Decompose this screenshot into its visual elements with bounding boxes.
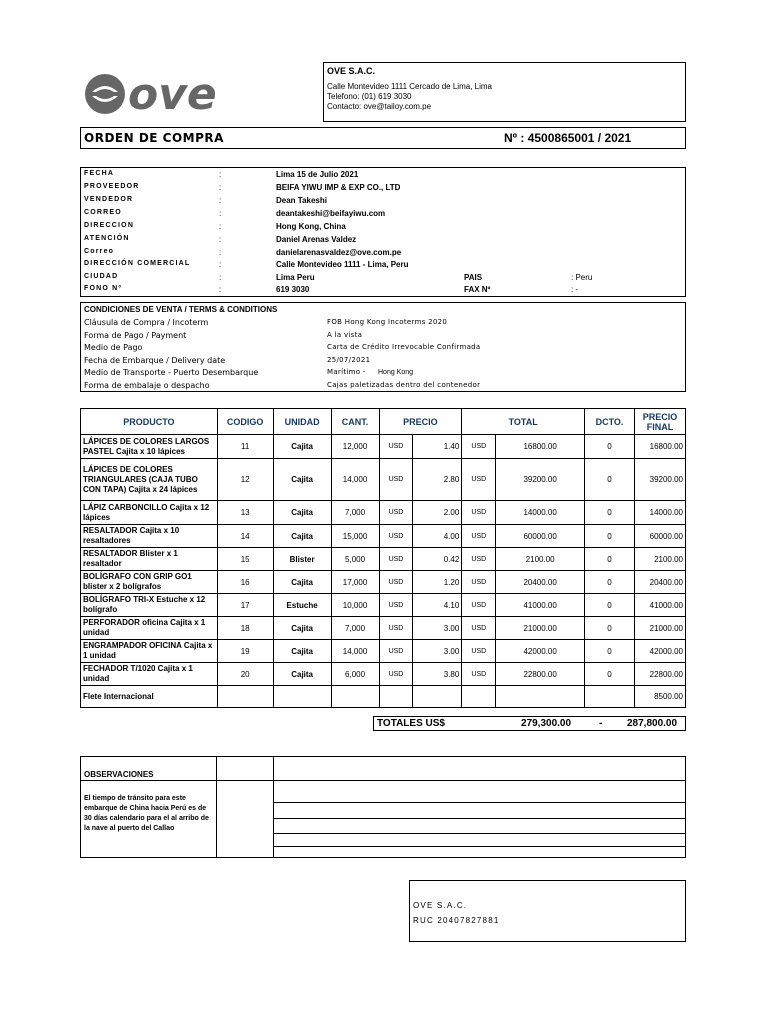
cell-cant: 17,000 (331, 571, 379, 594)
info-sep: : (219, 183, 222, 192)
info-sep: : (219, 209, 222, 218)
empty-cell (413, 686, 462, 708)
cell-producto: BOLÍGRAFO CON GRIP GO1 blister x 2 bolígrafos (81, 571, 218, 594)
cell-cant: 14,000 (331, 640, 379, 663)
info-label: DIRECCIÓN COMERCIAL (84, 260, 191, 267)
empty-cell (379, 686, 413, 708)
table-row (81, 501, 686, 525)
cell-currency: USD (379, 640, 413, 663)
info-sep: : (219, 222, 222, 231)
cell-unidad: Cajita (273, 663, 331, 686)
cell-producto: ENGRAMPADOR OFICINA Cajita x 1 unidad (81, 640, 218, 663)
cell-final: 39200.00 (634, 459, 685, 501)
cell-currency: USD (462, 663, 496, 686)
table-row (81, 435, 686, 459)
cell-cant: 5,000 (331, 548, 379, 571)
cell-dcto: 0 (585, 640, 635, 663)
info-label: FONO Nº (84, 285, 123, 292)
cell-producto: BOLÍGRAFO TRI-X Estuche x 12 bolígrafo (81, 594, 218, 617)
cell-codigo: 11 (217, 435, 273, 459)
condition-label: Cláusula de Compra / Incoterm (84, 318, 209, 327)
cell-total: 20400.00 (496, 571, 585, 594)
cell-currency: USD (462, 459, 496, 501)
cell-dcto: 0 (585, 663, 635, 686)
cell-dcto: 0 (585, 594, 635, 617)
header-cant: CANT. (331, 409, 379, 435)
cell-unidad: Cajita (273, 571, 331, 594)
cell-total: 60000.00 (496, 525, 585, 548)
cell-cant: 7,000 (331, 617, 379, 640)
condition-value: Carta de Crédito Irrevocable Confirmada (327, 343, 481, 351)
company-contact: Contacto: ove@tailoy.com.pe (327, 102, 432, 111)
info-sep: : (219, 248, 222, 257)
cell-cant: 10,000 (331, 594, 379, 617)
cell-codigo: 18 (217, 617, 273, 640)
company-phone: Telefono: (01) 619 3030 (327, 92, 412, 101)
conditions-port: Hong Kong (378, 369, 414, 376)
table-row (81, 571, 686, 594)
cell-unidad: Cajita (273, 435, 331, 459)
freight-row (81, 686, 686, 708)
info-value: BEIFA YIWU IMP & EXP CO., LTD (276, 183, 401, 192)
cell-dcto: 0 (585, 435, 635, 459)
conditions-title: CONDICIONES DE VENTA / TERMS & CONDITIONS (84, 305, 278, 314)
condition-value: FOB Hong Kong Incoterms 2020 (327, 318, 448, 326)
cell-precio: 2.00 (413, 501, 462, 525)
totals-label: TOTALES US$ (377, 718, 445, 729)
cell-producto: RESALTADOR Blister x 1 resaltador (81, 548, 218, 571)
table-row (81, 459, 686, 501)
cell-total: 39200.00 (496, 459, 585, 501)
cell-precio: 0.42 (413, 548, 462, 571)
cell-currency: USD (462, 501, 496, 525)
empty-cell (462, 686, 496, 708)
cell-currency: USD (379, 663, 413, 686)
empty-cell (217, 686, 273, 708)
cell-unidad: Cajita (273, 640, 331, 663)
info-sep: : (219, 235, 222, 244)
info-label: ATENCIÓN (84, 235, 130, 242)
cell-total: 42000.00 (496, 640, 585, 663)
info-value: Calle Montevideo 1111 - Lima, Peru (276, 260, 409, 269)
cell-producto: LÁPIZ CARBONCILLO Cajita x 12 lápices (81, 501, 218, 525)
cell-final: 22800.00 (634, 663, 685, 686)
cell-final: 2100.00 (634, 548, 685, 571)
table-row (81, 640, 686, 663)
header-dcto: DCTO. (585, 409, 635, 435)
cell-final: 60000.00 (634, 525, 685, 548)
condition-label: Forma de Pago / Payment (84, 331, 187, 340)
condition-label: Medio de Pago (84, 343, 143, 352)
fax-label: FAX Nº (464, 285, 491, 294)
condition-value: A la vista (327, 331, 363, 339)
header-total: TOTAL (462, 409, 585, 435)
cell-cant: 15,000 (331, 525, 379, 548)
observations-title: OBSERVACIONES (84, 770, 154, 779)
cell-producto: LÁPICES DE COLORES LARGOS PASTEL Cajita x 10 lápices (81, 435, 218, 459)
conditions-section (80, 302, 686, 392)
cell-currency: USD (379, 525, 413, 548)
info-label: FECHA (84, 170, 115, 177)
info-value: Dean Takeshi (276, 196, 327, 205)
header-producto: PRODUCTO (81, 409, 218, 435)
info-label: DIRECCION (84, 222, 135, 229)
table-row (81, 525, 686, 548)
cell-total: 14000.00 (496, 501, 585, 525)
cell-codigo: 13 (217, 501, 273, 525)
cell-codigo: 19 (217, 640, 273, 663)
pais-value: : Peru (571, 273, 593, 282)
info-label: Correo (84, 248, 115, 255)
table-row (81, 617, 686, 640)
info-sep: : (219, 260, 222, 269)
cell-currency: USD (379, 594, 413, 617)
totals-bar (373, 716, 686, 731)
cell-cant: 6,000 (331, 663, 379, 686)
cell-precio: 1.40 (413, 435, 462, 459)
totals-dcto: - (599, 718, 603, 729)
info-sep: : (219, 196, 222, 205)
cell-final: 20400.00 (634, 571, 685, 594)
empty-cell (496, 686, 585, 708)
cell-total: 16800.00 (496, 435, 585, 459)
cell-currency: USD (462, 548, 496, 571)
cell-total: 21000.00 (496, 617, 585, 640)
company-name: OVE S.A.C. (327, 66, 376, 76)
totals-final: 287,800.00 (627, 718, 678, 729)
header-codigo: CODIGO (217, 409, 273, 435)
cell-cant: 7,000 (331, 501, 379, 525)
cell-currency: USD (462, 594, 496, 617)
info-sep: : (219, 170, 222, 179)
cell-dcto: 0 (585, 571, 635, 594)
table-row (81, 663, 686, 686)
cell-precio: 4.00 (413, 525, 462, 548)
cell-producto: FECHADOR T/1020 Cajita x 1 unidad (81, 663, 218, 686)
cell-currency: USD (379, 571, 413, 594)
signature-ruc: RUC 20407827881 (413, 916, 500, 925)
cell-total: 22800.00 (496, 663, 585, 686)
info-label: PROVEEDOR (84, 183, 140, 190)
info-value: Hong Kong, China (276, 222, 346, 231)
condition-label: Fecha de Embarque / Delivery date (84, 356, 226, 365)
cell-dcto: 0 (585, 548, 635, 571)
cell-total: 2100.00 (496, 548, 585, 571)
cell-final: 14000.00 (634, 501, 685, 525)
cell-dcto: 0 (585, 459, 635, 501)
cell-currency: USD (379, 501, 413, 525)
cell-cant: 14,000 (331, 459, 379, 501)
freight-value: 8500.00 (634, 686, 685, 708)
table-row (81, 548, 686, 571)
cell-unidad: Cajita (273, 459, 331, 501)
cell-dcto: 0 (585, 525, 635, 548)
cell-codigo: 12 (217, 459, 273, 501)
items-table (80, 408, 686, 708)
cell-final: 41000.00 (634, 594, 685, 617)
ove-logo (80, 62, 266, 122)
condition-label: Medio de Transporte - Puerto Desembarque (84, 368, 259, 377)
condition-value: Marítimo - (327, 368, 366, 376)
signature-name: OVE S.A.C. (413, 901, 468, 910)
table-row (81, 594, 686, 617)
logo-box (80, 62, 266, 122)
items-header-row (81, 409, 686, 435)
company-address: Calle Montevideo 1111 Cercado de Lima, Lima (327, 82, 492, 91)
cell-codigo: 17 (217, 594, 273, 617)
cell-unidad: Cajita (273, 501, 331, 525)
condition-label: Forma de embalaje o despacho (84, 381, 210, 390)
empty-cell (585, 686, 635, 708)
cell-currency: USD (462, 525, 496, 548)
info-label: CORREO (84, 209, 122, 216)
cell-currency: USD (462, 435, 496, 459)
cell-currency: USD (379, 617, 413, 640)
empty-cell (331, 686, 379, 708)
cell-unidad: Estuche (273, 594, 331, 617)
cell-codigo: 15 (217, 548, 273, 571)
cell-currency: USD (462, 640, 496, 663)
cell-dcto: 0 (585, 617, 635, 640)
cell-currency: USD (462, 617, 496, 640)
empty-cell (273, 686, 331, 708)
pais-label: PAIS (464, 273, 483, 282)
header-precio: PRECIO (379, 409, 462, 435)
signature-box (409, 880, 686, 942)
logo-text: ove (128, 69, 217, 120)
cell-codigo: 20 (217, 663, 273, 686)
observations-section (80, 756, 686, 858)
condition-value: Cajas paletizadas dentro del contenedor (327, 381, 481, 389)
order-number: Nº : 4500865001 / 2021 (504, 131, 632, 145)
cell-currency: USD (379, 548, 413, 571)
cell-precio: 1.20 (413, 571, 462, 594)
header-precio-final: PRECIO FINAL (634, 409, 685, 435)
info-sep: : (219, 273, 222, 282)
order-title-bar (80, 127, 686, 149)
info-value: Lima 15 de Julio 2021 (276, 170, 359, 179)
company-box (323, 62, 686, 122)
cell-producto: PERFORADOR oficina Cajita x 1 unidad (81, 617, 218, 640)
cell-total: 41000.00 (496, 594, 585, 617)
cell-precio: 3.00 (413, 617, 462, 640)
info-value: danielarenasvaldez@ove.com.pe (276, 248, 402, 257)
info-value: deantakeshi@beifayiwu.com (276, 209, 386, 218)
cell-unidad: Cajita (273, 525, 331, 548)
info-section (80, 167, 686, 297)
fax-value: : - (571, 285, 579, 294)
cell-precio: 4.10 (413, 594, 462, 617)
header-unidad: UNIDAD (273, 409, 331, 435)
condition-value: 25/07/2021 (327, 356, 371, 364)
cell-currency: USD (462, 571, 496, 594)
cell-precio: 2.80 (413, 459, 462, 501)
cell-producto: RESALTADOR Cajita x 10 resaltadores (81, 525, 218, 548)
cell-currency: USD (379, 459, 413, 501)
info-value: Daniel Arenas Valdez (276, 235, 357, 244)
cell-unidad: Blister (273, 548, 331, 571)
cell-final: 16800.00 (634, 435, 685, 459)
cell-producto: LÁPICES DE COLORES TRIANGULARES (CAJA TUBO CON TAPA) Cajita x 24 lápices (81, 459, 218, 501)
cell-unidad: Cajita (273, 617, 331, 640)
cell-precio: 3.00 (413, 640, 462, 663)
info-value: Lima Peru (276, 273, 315, 282)
cell-cant: 12,000 (331, 435, 379, 459)
cell-codigo: 16 (217, 571, 273, 594)
cell-codigo: 14 (217, 525, 273, 548)
info-sep: : (219, 285, 222, 294)
cell-final: 42000.00 (634, 640, 685, 663)
cell-currency: USD (379, 435, 413, 459)
info-value: 619 3030 (276, 285, 310, 294)
totals-total: 279,300.00 (521, 718, 572, 729)
cell-dcto: 0 (585, 501, 635, 525)
order-title: ORDEN DE COMPRA (84, 131, 224, 145)
info-label: VENDEDOR (84, 196, 134, 203)
cell-final: 21000.00 (634, 617, 685, 640)
info-label: CIUDAD (84, 273, 119, 280)
observations-text: El tiempo de tránsito para este embarque de China hacia Perú es de 30 días calendario para el al arribo de la nave al puerto del Callao (84, 795, 209, 832)
cell-precio: 3.80 (413, 663, 462, 686)
freight-label: Flete Internacional (81, 686, 218, 708)
